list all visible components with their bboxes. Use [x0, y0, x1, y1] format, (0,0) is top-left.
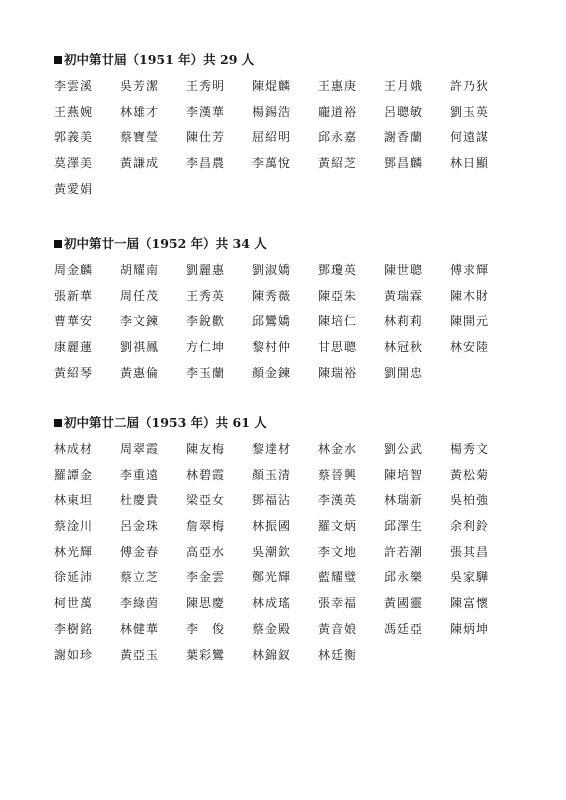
name-entry: 李漢英 — [318, 493, 358, 508]
name-entry: 藍耀璧 — [318, 570, 358, 585]
name-entry: 周任茂 — [120, 288, 160, 303]
name-entry: 林光輝 — [54, 544, 94, 559]
name-entry: 周金麟 — [54, 263, 94, 277]
name-grid — [54, 439, 524, 670]
name-entry: 劉祺鳳 — [120, 340, 160, 355]
name-entry: 陳亞朱 — [318, 288, 358, 303]
name-entry: 甘思聰 — [318, 340, 358, 355]
name-entry: 吳柏強 — [450, 493, 490, 508]
name-entry: 李萬悅 — [252, 156, 292, 171]
name-entry: 林碧霞 — [186, 467, 226, 482]
name-entry: 林金水 — [318, 442, 358, 456]
name-entry: 許乃狄 — [450, 79, 490, 93]
name-entry: 何遠謀 — [450, 130, 490, 145]
section-heading-text: 初中第廿二屆（1953 年）共 61 人 — [64, 415, 267, 430]
name-entry: 胡耀南 — [120, 263, 160, 277]
name-entry: 鄧昌麟 — [384, 156, 424, 171]
name-entry: 黃音娘 — [318, 621, 358, 636]
name-entry: 黃惠倫 — [120, 365, 160, 380]
name-entry: 黎達材 — [252, 442, 292, 456]
name-entry: 林健華 — [120, 621, 160, 636]
name-entry: 屈紹明 — [252, 130, 292, 145]
name-entry: 張其昌 — [450, 544, 490, 559]
name-entry: 蔡晉興 — [318, 467, 358, 482]
name-entry: 劉開忠 — [384, 365, 424, 380]
name-entry: 羅文炳 — [318, 519, 358, 534]
name-entry: 呂金珠 — [120, 519, 160, 534]
name-entry: 林東坦 — [54, 493, 94, 508]
section-1952 — [54, 234, 524, 388]
name-entry: 林廷衡 — [318, 647, 358, 662]
name-entry: 黎村仲 — [252, 340, 292, 355]
name-entry: 邱鸞嬌 — [252, 314, 292, 329]
name-entry: 陳培智 — [384, 467, 424, 482]
name-entry: 陳友梅 — [186, 442, 226, 456]
name-entry: 邱永樂 — [384, 570, 424, 585]
name-entry: 邱澤生 — [384, 519, 424, 534]
name-entry: 林瑞新 — [384, 493, 424, 508]
name-entry: 徐延沛 — [54, 570, 94, 585]
name-entry: 李文鍊 — [120, 314, 160, 329]
name-entry: 呂聰敏 — [384, 104, 424, 119]
name-grid — [54, 76, 524, 204]
name-entry: 王惠庚 — [318, 79, 358, 93]
section-heading-text: 初中第廿屆（1951 年）共 29 人 — [64, 52, 255, 67]
name-entry: 李金雲 — [186, 570, 226, 585]
name-entry: 陳仕芳 — [186, 130, 226, 145]
name-entry: 蔡金殿 — [252, 621, 292, 636]
name-entry: 劉公武 — [384, 442, 424, 456]
name-entry: 梁亞女 — [186, 493, 226, 508]
name-entry: 張幸福 — [318, 596, 358, 611]
name-entry: 鄧福沾 — [252, 493, 292, 508]
name-entry: 方仁坤 — [186, 340, 226, 355]
name-entry: 林雄才 — [120, 104, 160, 119]
name-entry: 林莉莉 — [384, 314, 424, 329]
name-entry: 吳家驊 — [450, 570, 490, 585]
name-entry: 林錦釵 — [252, 647, 292, 662]
name-entry: 李文地 — [318, 544, 358, 559]
name-entry: 陳木財 — [450, 288, 490, 303]
name-entry: 黃紹琴 — [54, 365, 94, 380]
name-entry: 黃愛娟 — [54, 181, 94, 196]
name-entry: 馮廷亞 — [384, 621, 424, 636]
name-entry: 杜慶貴 — [120, 493, 160, 508]
name-entry: 曹華安 — [54, 314, 94, 329]
name-entry: 陳思慶 — [186, 596, 226, 611]
name-entry: 蔡淦川 — [54, 519, 94, 534]
name-entry: 柯世萬 — [54, 596, 94, 611]
name-entry: 林振國 — [252, 519, 292, 534]
name-entry: 王燕婉 — [54, 104, 94, 119]
name-entry: 林日顯 — [450, 156, 490, 171]
name-entry: 蔡寶瑩 — [120, 130, 160, 145]
name-entry: 李綠茵 — [120, 596, 160, 611]
name-entry: 劉淑嬌 — [252, 263, 292, 277]
name-entry: 劉麗惠 — [186, 263, 226, 277]
name-entry: 顏玉清 — [252, 467, 292, 482]
name-entry: 葉彩鸞 — [186, 647, 226, 662]
name-entry: 陳開元 — [450, 314, 490, 329]
square-bullet-icon — [54, 419, 62, 427]
name-entry: 邱永嘉 — [318, 130, 358, 145]
name-entry: 吳潮欽 — [252, 544, 292, 559]
section-heading — [54, 50, 524, 70]
name-entry: 李漢華 — [186, 104, 226, 119]
name-entry: 顏金鍊 — [252, 365, 292, 380]
name-entry: 李重遠 — [120, 467, 160, 482]
name-entry: 黃亞玉 — [120, 647, 160, 662]
name-entry: 楊秀文 — [450, 442, 490, 456]
name-entry: 鄧瓊英 — [318, 263, 358, 277]
name-entry: 王秀英 — [186, 288, 226, 303]
name-entry: 鄭光輝 — [252, 570, 292, 585]
section-heading — [54, 413, 524, 433]
name-entry: 黃紹芝 — [318, 156, 358, 171]
name-entry: 龐道裕 — [318, 104, 358, 119]
name-entry: 周翠霞 — [120, 442, 160, 456]
name-entry: 吳芳潔 — [120, 79, 160, 93]
name-entry: 許若潮 — [384, 544, 424, 559]
square-bullet-icon — [54, 240, 62, 248]
name-entry: 詹翠梅 — [186, 519, 226, 534]
name-entry: 傅金春 — [120, 544, 160, 559]
name-entry: 林成瑤 — [252, 596, 292, 611]
section-1951 — [54, 50, 524, 204]
name-entry: 林安陸 — [450, 340, 490, 355]
name-entry: 李銳歡 — [186, 314, 226, 329]
name-entry: 王月娥 — [384, 79, 424, 93]
name-entry: 康麗蓮 — [54, 340, 94, 355]
name-entry: 李玉蘭 — [186, 365, 226, 380]
name-entry: 王秀明 — [186, 79, 226, 93]
name-entry: 楊錫浩 — [252, 104, 292, 119]
name-entry: 李昌農 — [186, 156, 226, 171]
name-entry: 羅譚金 — [54, 467, 94, 482]
name-entry: 傅求輝 — [450, 263, 490, 277]
name-entry: 陳富懷 — [450, 596, 490, 611]
section-heading — [54, 234, 524, 254]
name-entry: 林成材 — [54, 442, 94, 456]
name-entry: 陳炳坤 — [450, 621, 490, 636]
name-entry: 劉玉英 — [450, 104, 490, 119]
name-entry: 陳秀薇 — [252, 288, 292, 303]
name-entry: 謝香蘭 — [384, 130, 424, 145]
name-entry: 莫澤美 — [54, 156, 94, 171]
name-entry: 李 俊 — [186, 621, 226, 636]
name-entry: 黃國靈 — [384, 596, 424, 611]
name-entry: 陳世聰 — [384, 263, 424, 277]
name-entry: 余利鈴 — [450, 519, 490, 534]
name-entry: 黃謙成 — [120, 156, 160, 171]
name-entry: 高亞水 — [186, 544, 226, 559]
name-entry: 陳培仁 — [318, 314, 358, 329]
name-entry: 謝如珍 — [54, 647, 94, 662]
name-entry: 張新華 — [54, 288, 94, 303]
name-entry: 李雲溪 — [54, 79, 94, 93]
name-entry: 陳焜麟 — [252, 79, 292, 93]
name-entry: 郭義美 — [54, 130, 94, 145]
square-bullet-icon — [54, 56, 62, 64]
name-entry: 黃松菊 — [450, 467, 490, 482]
name-entry: 林冠秋 — [384, 340, 424, 355]
name-entry: 陳瑞裕 — [318, 365, 358, 380]
name-entry: 黃瑞霖 — [384, 288, 424, 303]
name-entry: 李樹銘 — [54, 621, 94, 636]
name-entry: 蔡立芝 — [120, 570, 160, 585]
section-heading-text: 初中第廿一屆（1952 年）共 34 人 — [64, 236, 267, 251]
name-grid — [54, 260, 524, 388]
section-1953 — [54, 413, 524, 670]
